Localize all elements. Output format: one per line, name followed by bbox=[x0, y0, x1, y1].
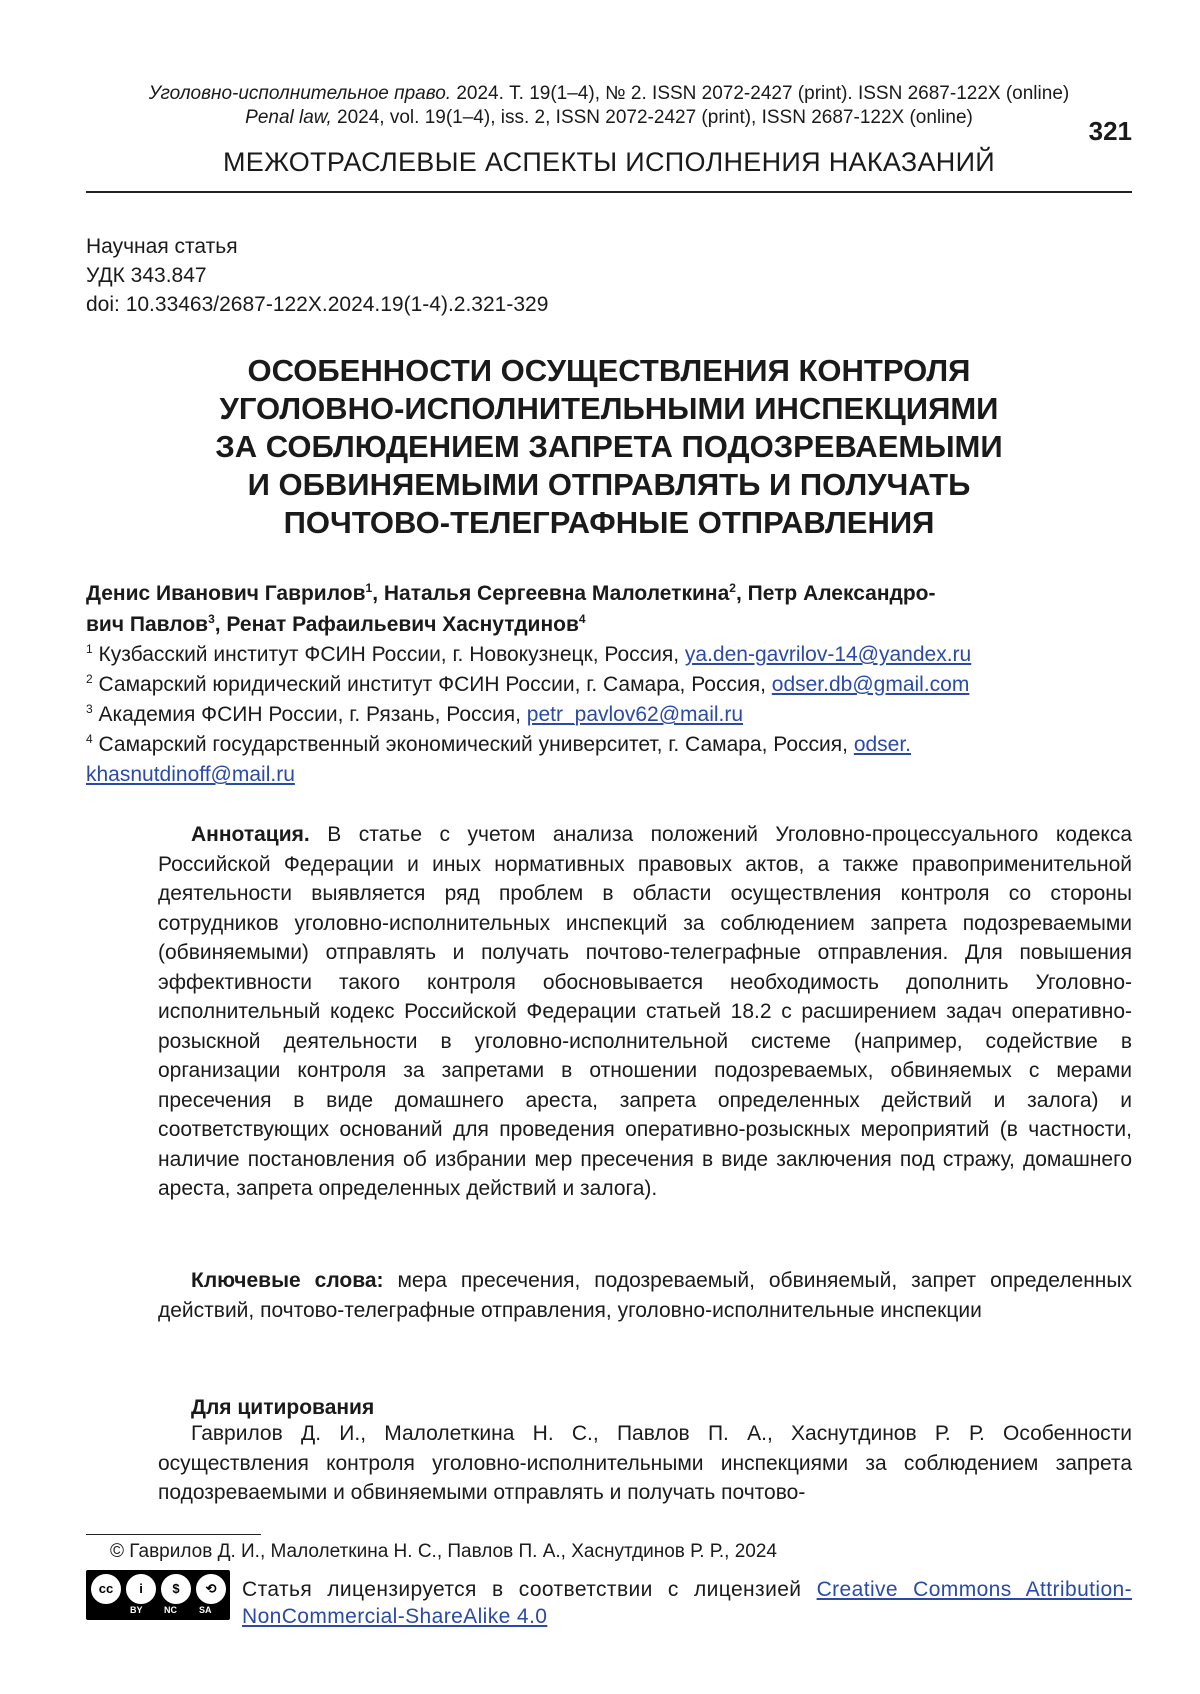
author-name: Петр Александро- bbox=[748, 582, 936, 605]
journal-citation-ru: Уголовно-исполнительное право. 2024. Т. 19(1–4), № 2. ISSN 2072-2427 (print). ISSN 2687-122X (online) bbox=[86, 82, 1132, 106]
section-title: МЕЖОТРАСЛЕВЫЕ АСПЕКТЫ ИСПОЛНЕНИЯ НАКАЗАНИЙ bbox=[86, 147, 1132, 178]
author-list: Денис Иванович Гаврилов1, Наталья Сергеевна Малолеткина2, Петр Александро- вич Павлов3, Ренат Рафаильевич Хаснутдинов4 bbox=[86, 578, 1132, 640]
header-divider bbox=[86, 191, 1132, 193]
author-sup: 1 bbox=[366, 581, 373, 595]
keywords-text: мера пресечения, подозреваемый, обвиняемый, запрет определенных действий, почтово-телеграфные отправления, уголовно-исполнительные инспекции bbox=[158, 1269, 1132, 1322]
affiliation: 3 Академия ФСИН России, г. Рязань, Россия, petr_pavlov62@mail.ru bbox=[86, 700, 1132, 730]
author-name: Наталья Сергеевна Малолеткина bbox=[384, 582, 729, 605]
title-line: ЗА СОБЛЮДЕНИЕМ ЗАПРЕТА ПОДОЗРЕВАЕМЫМИ bbox=[86, 428, 1132, 466]
title-line: ПОЧТОВО-ТЕЛЕГРАФНЫЕ ОТПРАВЛЕНИЯ bbox=[86, 504, 1132, 542]
badge-label: SA bbox=[199, 1605, 212, 1615]
citation-text: Гаврилов Д. И., Малолеткина Н. С., Павлов П. А., Хаснутдинов Р. Р. Особенности осуществления контроля уголовно-исполнительными инспекциями за соблюдением запрета подозреваемыми и обвиняемыми отправлять и получать почтово- bbox=[158, 1419, 1132, 1508]
author-name: Денис Иванович Гаврилов bbox=[86, 582, 366, 605]
email-link[interactable]: odser. bbox=[854, 733, 911, 756]
affiliation-list bbox=[86, 640, 1132, 790]
doi: doi: 10.33463/2687-122X.2024.19(1-4).2.321-329 bbox=[86, 290, 548, 319]
affiliation: 4 Самарский государственный экономический университет, г. Самара, Россия, odser. khasnutdinoff@mail.ru bbox=[86, 730, 1132, 790]
affiliation: 1 Кузбасский институт ФСИН России, г. Новокузнецк, Россия, ya.den-gavrilov-14@yandex.ru bbox=[86, 640, 1132, 670]
author-sup: 3 bbox=[208, 612, 215, 626]
author-name: Ренат Рафаильевич Хаснутдинов bbox=[226, 613, 578, 636]
page-number: 321 bbox=[1089, 116, 1132, 147]
noncommercial-icon: $ bbox=[160, 1573, 192, 1605]
citation-heading: Для цитирования bbox=[158, 1393, 1132, 1423]
license-link[interactable]: Creative Commons Attribution-NonCommercial-ShareAlike 4.0 bbox=[242, 1578, 1132, 1628]
affiliation: 2 Самарский юридический институт ФСИН России, г. Самара, Россия, odser.db@gmail.com bbox=[86, 670, 1132, 700]
abstract-text: В статье с учетом анализа положений Уголовно-процессуального кодекса Российской Федерации и иных нормативных правовых актов, а также правоприменительной деятельности выявляется ряд проблем в области осуществления контроля со стороны сотрудников уголовно-исполнительных инспекций за соблюдением запрета подозреваемыми (обвиняемыми) отправлять и получать почтово-телеграфные отправления. Для повышения эффективности такого контроля обосновывается необходимость дополнить Уголовно-исполнительный кодекс Российской Федерации статьей 18.2 с расширением задач оперативно-розыскной деятельности в уголовно-исполнительной системе (например, содействие в организации контроля за запретами в отношении подозреваемых, обвиняемых с мерами пресечения в виде домашнего ареста, запрета определенных действий и залога) и соответствующих оснований для проведения оперативно-розыскных мероприятий (в частности, наличие постановления об избрании мер пресечения в виде заключения под стражу, домашнего ареста, запрета определенных действий и залога). bbox=[158, 823, 1132, 1200]
badge-label: NC bbox=[164, 1605, 177, 1615]
email-link[interactable]: petr_pavlov62@mail.ru bbox=[527, 703, 743, 726]
udk-code: УДК 343.847 bbox=[86, 261, 548, 290]
attribution-icon: i bbox=[125, 1573, 157, 1605]
footer-divider bbox=[86, 1534, 261, 1535]
paper-page bbox=[86, 0, 1132, 1694]
article-meta bbox=[86, 232, 548, 319]
badge-label: BY bbox=[130, 1605, 143, 1615]
author-name: вич Павлов bbox=[86, 613, 208, 636]
abstract-label: Аннотация. bbox=[191, 823, 310, 846]
email-link[interactable]: ya.den-gavrilov-14@yandex.ru bbox=[685, 643, 971, 666]
keywords-label: Ключевые слова: bbox=[191, 1269, 384, 1292]
article-title bbox=[86, 352, 1132, 542]
email-link[interactable]: odser.db@gmail.com bbox=[772, 673, 970, 696]
keywords bbox=[158, 1266, 1132, 1325]
title-line: УГОЛОВНО-ИСПОЛНИТЕЛЬНЫМИ ИНСПЕКЦИЯМИ bbox=[86, 390, 1132, 428]
author-sup: 2 bbox=[729, 581, 736, 595]
cc-icon: cc bbox=[90, 1573, 122, 1605]
abstract bbox=[158, 820, 1132, 1204]
email-link[interactable]: khasnutdinoff@mail.ru bbox=[86, 763, 295, 786]
article-type: Научная статья bbox=[86, 232, 548, 261]
copyright-notice: © Гаврилов Д. И., Малолеткина Н. С., Павлов П. А., Хаснутдинов Р. Р., 2024 bbox=[110, 1541, 777, 1563]
author-sup: 4 bbox=[579, 612, 586, 626]
sharealike-icon: ⟲ bbox=[195, 1573, 227, 1605]
title-line: ОСОБЕННОСТИ ОСУЩЕСТВЛЕНИЯ КОНТРОЛЯ bbox=[86, 352, 1132, 390]
title-line: И ОБВИНЯЕМЫМИ ОТПРАВЛЯТЬ И ПОЛУЧАТЬ bbox=[86, 466, 1132, 504]
journal-citation-en: Penal law, 2024, vol. 19(1–4), iss. 2, ISSN 2072-2427 (print), ISSN 2687-122X (online) bbox=[86, 106, 1132, 130]
cc-by-nc-sa-icon[interactable] bbox=[86, 1570, 230, 1620]
license-notice: Статья лицензируется в соответствии с лицензией Creative Commons Attribution-NonCommercial-ShareAlike 4.0 bbox=[242, 1576, 1132, 1630]
